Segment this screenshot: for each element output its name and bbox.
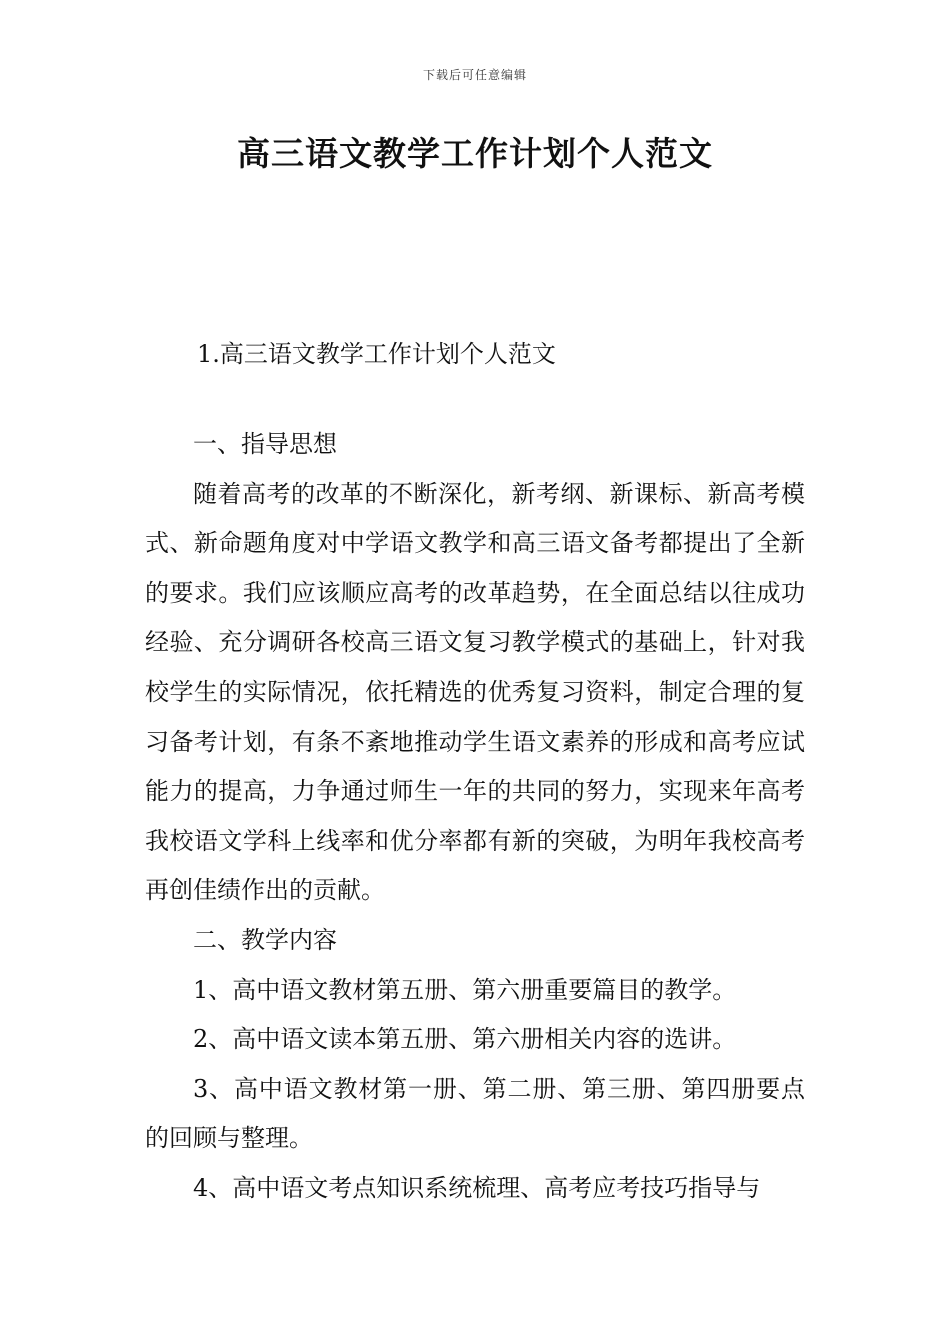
paragraph-guiding-ideology: 随着高考的改革的不断深化，新考纲、新课标、新高考模式、新命题角度对中学语文教学和高三语文备考都提出了全新的要求。我们应该顺应高考的改革趋势，在全面总结以往成功经验、充分调研各校高三语文复习教学模式的基础上，针对我校学生的实际情况，依托精选的优秀复习资料，制定合理的复习备考计划，有条不紊地推动学生语文素养的形成和高考应试能力的提高，力争通过师生一年的共同的努力，实现来年高考我校语文学科上线率和优分率都有新的突破，为明年我校高考再创佳绩作出的贡献。 [145, 479, 805, 905]
list-item: 4、高中语文考点知识系统梳理、高考应考技巧指导与 [193, 1173, 761, 1202]
list-item: 3、高中语文教材第一册、第二册、第三册、第四册要点的回顾与整理。 [145, 1074, 805, 1153]
heading-teaching-content: 二、教学内容 [193, 925, 337, 954]
document-title: 高三语文教学工作计划个人范文 [237, 134, 713, 173]
section-heading: 1.高三语文教学工作计划个人范文 [197, 340, 556, 368]
heading-guiding-ideology: 一、指导思想 [193, 430, 337, 458]
document-body [145, 420, 805, 1214]
list-item: 1、高中语文教材第五册、第六册重要篇目的教学。 [193, 975, 737, 1004]
list-item: 2、高中语文读本第五册、第六册相关内容的选讲。 [193, 1025, 737, 1054]
header-note: 下载后可任意编辑 [422, 68, 527, 82]
